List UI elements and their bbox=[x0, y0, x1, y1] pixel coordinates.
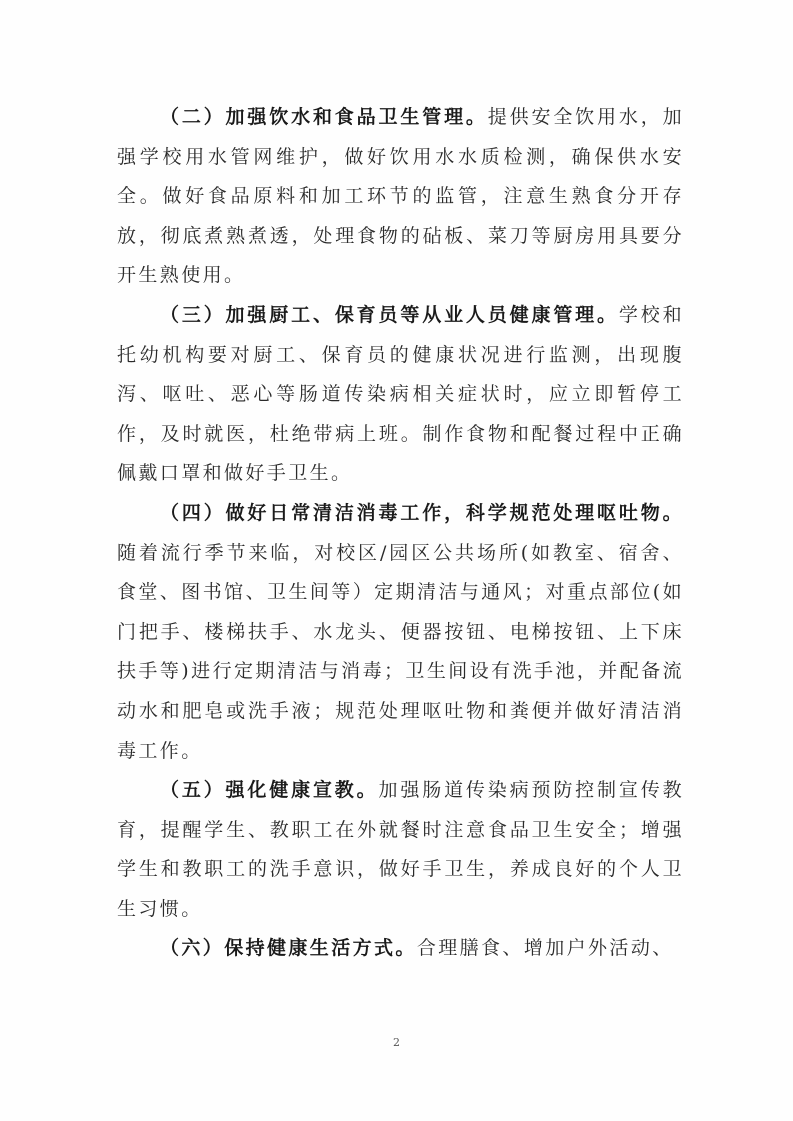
paragraph-heading: （六）保持健康生活方式。 bbox=[160, 937, 417, 960]
paragraph-text: 随着流行季节来临，对校区/园区公共场所(如教室、宿舍、食堂、图书馆、卫生间等）定期清洁与通风；对重点部位(如门把手、楼梯扶手、水龙头、便器按钮、电梯按钮、上下床扶手等)进行定期清洁与消毒；卫生间设有洗手池，并配备流动水和肥皂或洗手液；规范处理呕吐物和粪便并做好清洁消毒工作。 bbox=[117, 541, 684, 762]
paragraph-text: 加强肠道传染病预防控制宣传教育，提醒学生、教职工在外就餐时注意食品卫生安全；增强学生和教职工的洗手意识，做好手卫生，养成良好的个人卫生习惯。 bbox=[117, 779, 684, 920]
document-body bbox=[117, 98, 684, 969]
paragraph-3 bbox=[117, 296, 684, 494]
page-number: 2 bbox=[393, 1036, 400, 1049]
paragraph-4 bbox=[117, 494, 684, 771]
paragraph-6 bbox=[117, 929, 684, 969]
paragraph-heading: （五）强化健康宣教。 bbox=[160, 779, 379, 802]
paragraph-5 bbox=[117, 771, 684, 929]
paragraph-heading: （四）做好日常清洁消毒工作，科学规范处理呕吐物。 bbox=[160, 501, 684, 524]
paragraph-2 bbox=[117, 98, 684, 296]
paragraph-heading: （三）加强厨工、保育员等从业人员健康管理。 bbox=[160, 303, 619, 326]
paragraph-text: 提供安全饮用水，加强学校用水管网维护，做好饮用水水质检测，确保供水安全。做好食品原料和加工环节的监管，注意生熟食分开存放，彻底煮熟煮透，处理食物的砧板、菜刀等厨房用具要分开生熟使用。 bbox=[117, 106, 684, 287]
paragraph-heading: （二）加强饮水和食品卫生管理。 bbox=[160, 106, 488, 128]
paragraph-text: 合理膳食、增加户外活动、 bbox=[416, 937, 674, 960]
paragraph-text: 学校和托幼机构要对厨工、保育员的健康状况进行监测，出现腹泻、呕吐、恶心等肠道传染病相关症状时，应立即暂停工作，及时就医，杜绝带病上班。制作食物和配餐过程中正确佩戴口罩和做好手卫生。 bbox=[117, 303, 684, 485]
